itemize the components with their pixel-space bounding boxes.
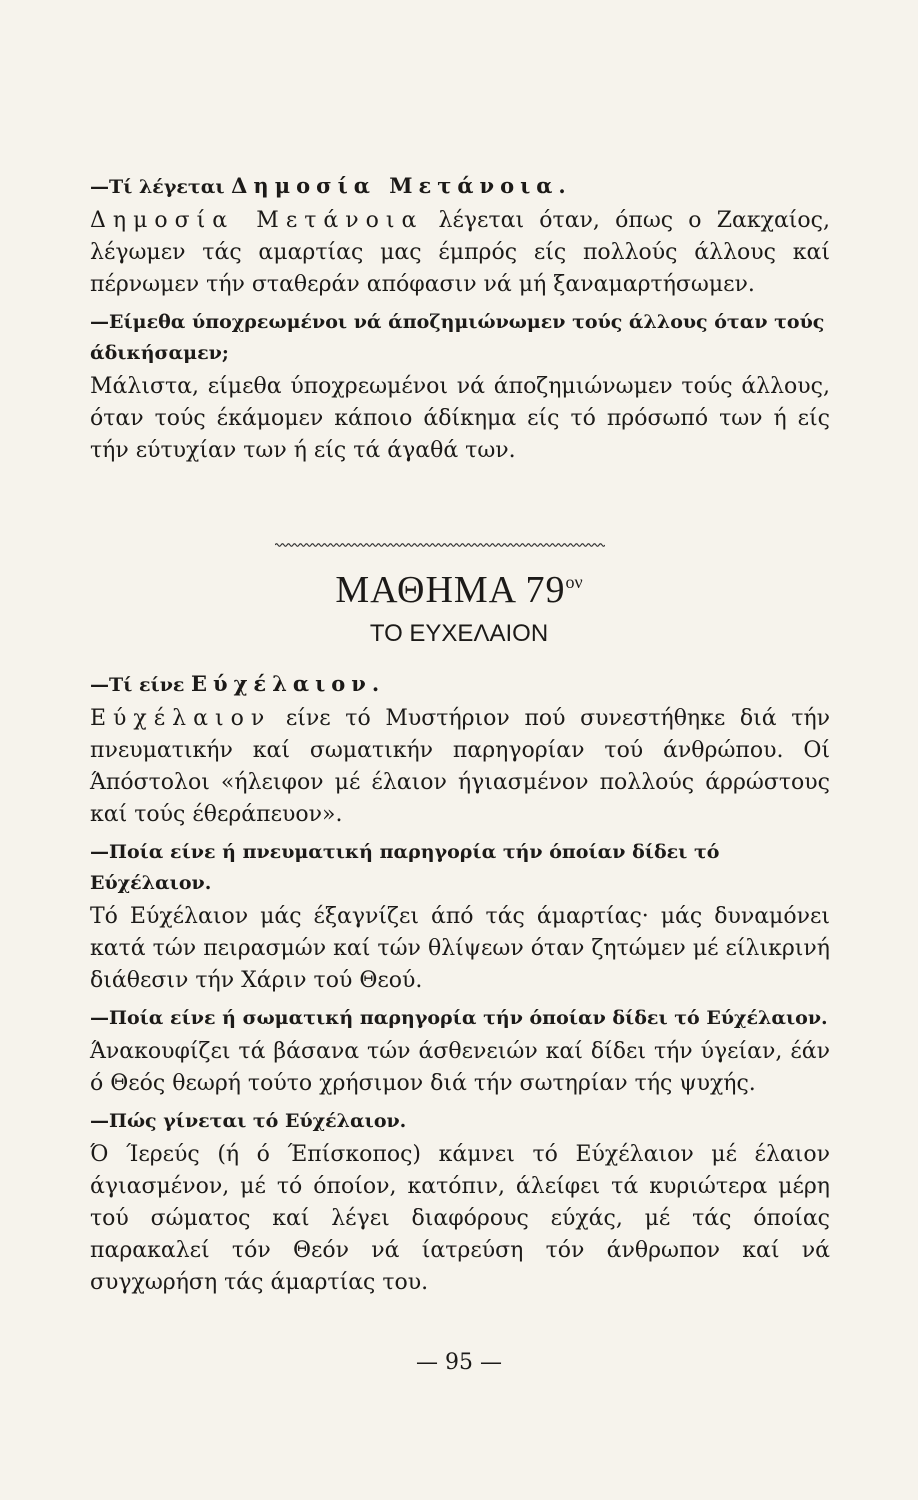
answer-public-repentance xyxy=(90,205,830,301)
answer-spiritual-comfort: Τό Εύχέλαιον μάς έξαγνίζει άπό τάς άμαρτίας· μάς δυναμόνει κατά τών πειρασμών καί τών θλίψεων όταν ζητώμεν μέ είλικρινή διάθεσιν τήν Χάριν τού Θεού. xyxy=(90,904,830,993)
answer-how-performed: Ό Ίερεύς (ή ό Έπίσκοπος) κάμνει τό Εύχέλαιον μέ έλαιον άγιασμένον, μέ τό όποίον, κατόπιν, άλείφει τά κυριώτερα μέρη τού σώματος καί λέγει διαφόρους εύχάς, μέ τάς όποίας παρακαλεί τόν Θεόν νά ίατρεύση τόν άνθρωπον καί νά συγχωρήση τάς άμαρτίας του. xyxy=(90,1142,830,1295)
question-compensation: —Είμεθα ύποχρεωμένοι νά άποζημιώνωμεν τούς άλλους όταν τούς άδικήσαμεν; xyxy=(90,311,825,364)
wavy-divider xyxy=(275,542,605,548)
lesson-title-superscript: ον xyxy=(565,572,583,592)
question-what-is-euchelaion xyxy=(90,668,830,701)
lesson-subtitle: ΤΟ ΕΥΧΕΛΑΙΟΝ xyxy=(369,620,549,647)
answer-text: είνε τό Μυστήριον πού συνεστήθηκε διά τήν πνευματικήν καί σωματικήν παρηγορίαν τού άνθρώπου. Οί Άπόστολοι «ήλειφον μέ έλαιον ήγιασμένον πολλούς άρρώστους καί τούς έθεράπευον». xyxy=(90,706,830,827)
section-public-repentance xyxy=(90,170,830,473)
answer-text: λέγεται όταν, όπως ο Ζακχαίος, λέγωμεν τάς αμαρτίας μας έμπρός είς πολλούς άλλους καί πέρνωμεν τήν σταθεράν απόφασιν νά μή ξαναμαρτήσωμεν. xyxy=(90,208,830,297)
answer-compensation: Μάλιστα, είμεθα ύποχρεωμένοι νά άποζημιώνωμεν τούς άλλους, όταν τούς έκάμομεν κάποιο άδίκημα είς τό πρόσωπό των ή είς τήν εύτυχίαν των ή είς τά άγαθά των. xyxy=(90,374,830,463)
answer-what-is-euchelaion xyxy=(90,703,830,831)
answer-term: Εύχέλαιον xyxy=(90,706,272,731)
question-term: Δημοσία Μετάνοια. xyxy=(231,173,572,198)
question-prefix: —Τί είνε xyxy=(90,674,192,696)
lesson-title xyxy=(0,568,918,612)
question-bodily-comfort: —Ποία είνε ή σωματική παρηγορία τήν όποίαν δίδει τό Εύχέλαιον. xyxy=(90,1007,828,1029)
question-spiritual-comfort: —Ποία είνε ή πνευματική παρηγορία τήν όποίαν δίδει τό Εύχέλαιον. xyxy=(90,841,720,894)
question-how-performed: —Πώς γίνεται τό Εύχέλαιον. xyxy=(90,1110,407,1132)
page-number: — 95 — xyxy=(416,1350,502,1375)
question-prefix: —Τί λέγεται xyxy=(90,176,232,198)
answer-bodily-comfort: Άνακουφίζει τά βάσανα τών άσθενειών καί δίδει τήν ύγείαν, έάν ό Θεός θεωρή τούτο χρήσιμον διά τήν σωτηρίαν τής ψυχής. xyxy=(90,1039,830,1096)
question-public-repentance xyxy=(90,170,830,203)
answer-term: Δημοσία Μετάνοια xyxy=(90,208,424,233)
section-euchelaion xyxy=(90,668,830,1305)
lesson-title-text: ΜΑΘΗΜΑ 79 xyxy=(335,569,566,611)
question-term: Εύχέλαιον. xyxy=(191,671,386,696)
